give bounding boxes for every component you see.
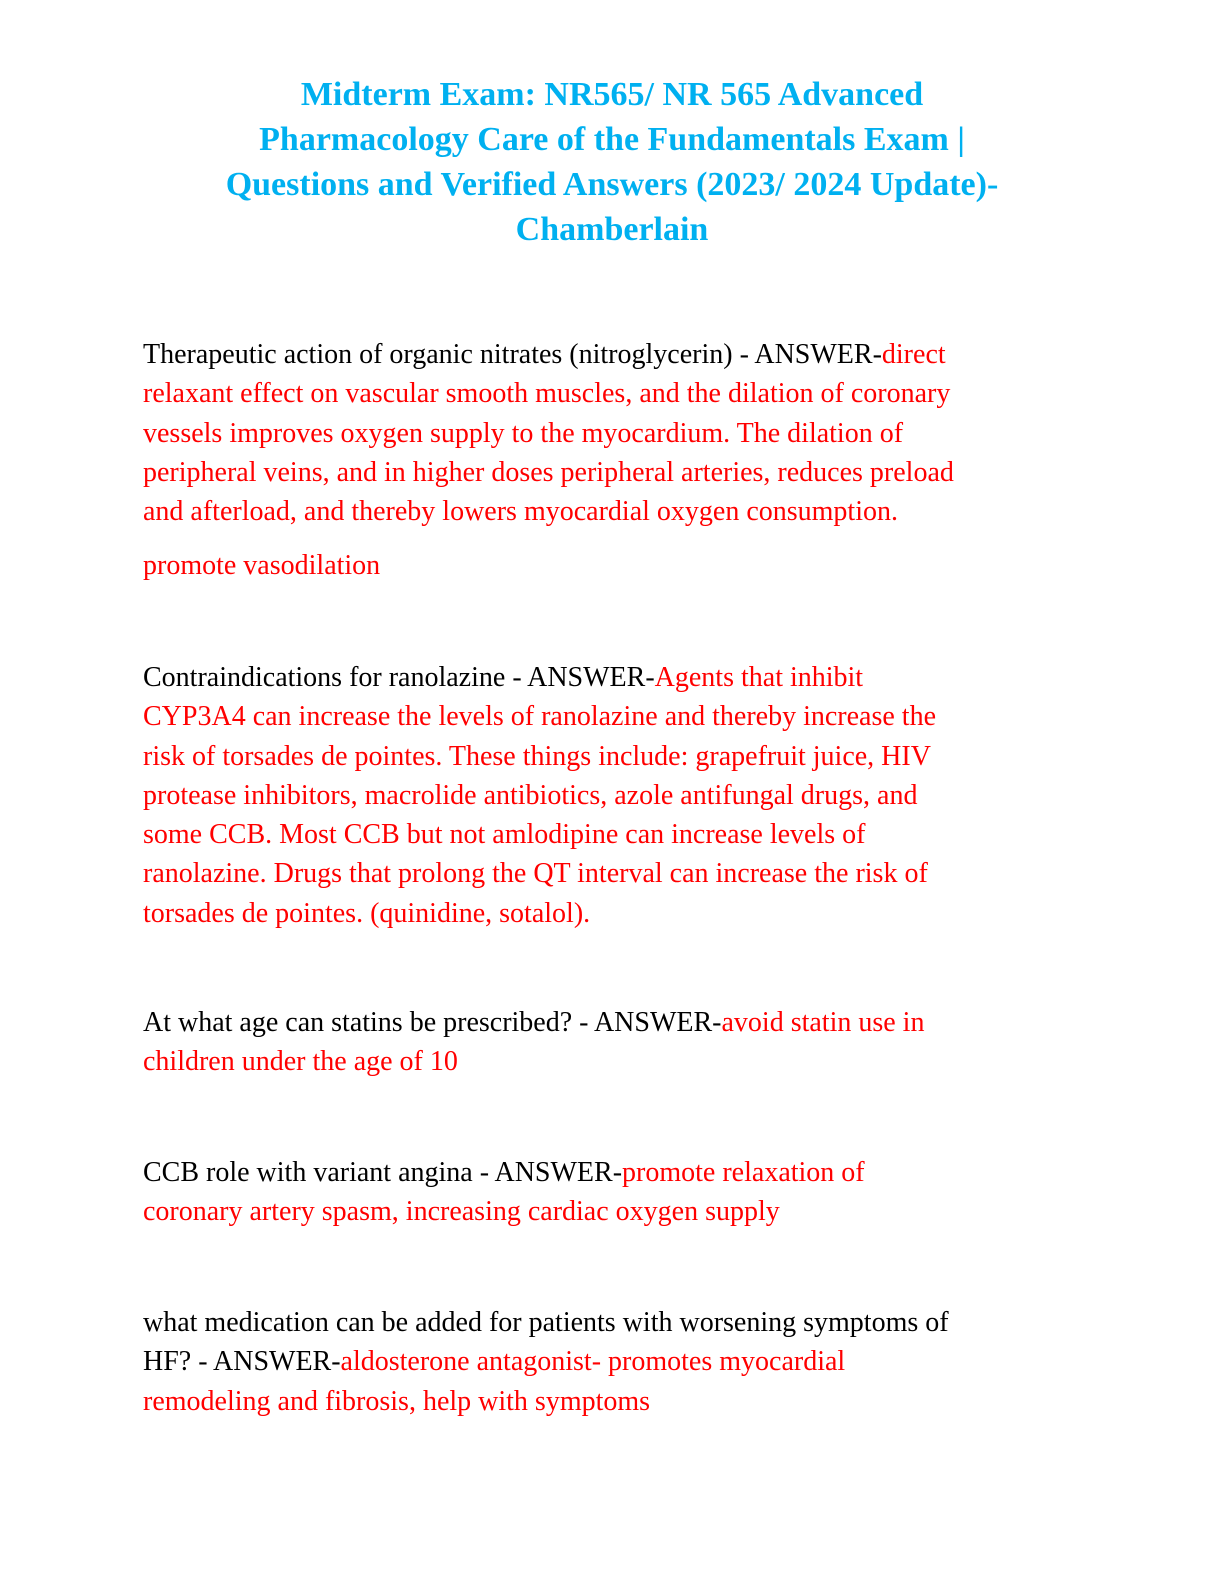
answer-line: vessels improves oxygen supply to the myocardium. The dilation of xyxy=(143,417,904,449)
answer-line: children under the age of 10 xyxy=(143,1046,458,1078)
title-line: Pharmacology Care of the Fundamentals Exam | xyxy=(259,121,965,158)
question-line: what medication can be added for patients with worsening symptoms of xyxy=(143,1307,949,1338)
qa-first-line xyxy=(143,1153,1083,1192)
document-title xyxy=(120,72,1104,252)
answer-text: aldosterone antagonist- promotes myocardial xyxy=(340,1346,846,1378)
answer-line: torsades de pointes. (quinidine, sotalol). xyxy=(143,897,591,929)
answer-line: remodeling and fibrosis, help with symptoms xyxy=(143,1385,651,1417)
qa-first-line xyxy=(143,1003,1083,1042)
answer-text: avoid statin use in xyxy=(721,1007,925,1038)
answer-line: protease inhibitors, macrolide antibiotics, azole antifungal drugs, and xyxy=(143,779,918,811)
question-text: CCB role with variant angina - ANSWER- xyxy=(143,1157,623,1188)
answer-line: ranolazine. Drugs that prolong the QT interval can increase the risk of xyxy=(143,858,928,890)
answer-text: promote relaxation of xyxy=(622,1157,865,1188)
answer-text: Agents that inhibit xyxy=(654,662,864,693)
qa-item-hf-medication xyxy=(143,1303,1083,1421)
answer-text: direct xyxy=(881,339,946,370)
qa-first-line xyxy=(143,658,1083,697)
qa-item-statins xyxy=(143,1003,1083,1082)
question-text: HF? - ANSWER- xyxy=(143,1346,341,1378)
qa-first-line xyxy=(143,335,1083,374)
qa-item-nitrates xyxy=(143,335,1083,531)
answer-line: peripheral veins, and in higher doses peripheral arteries, reduces preload xyxy=(143,456,954,488)
qa-item-ranolazine xyxy=(143,658,1083,933)
answer-line: and afterload, and thereby lowers myocardial oxygen consumption. xyxy=(143,496,898,528)
answer-line: relaxant effect on vascular smooth muscles, and the dilation of coronary xyxy=(143,378,951,410)
qa-item-ccb-variant-angina xyxy=(143,1153,1083,1232)
answer-line: risk of torsades de pointes. These things include: grapefruit juice, HIV xyxy=(143,740,931,772)
title-line: Questions and Verified Answers (2023/ 2024 Update)- xyxy=(225,166,999,203)
question-text: Contraindications for ranolazine - ANSWER- xyxy=(143,662,655,693)
answer-line: CYP3A4 can increase the levels of ranolazine and thereby increase the xyxy=(143,701,936,733)
question-text: Therapeutic action of organic nitrates (nitroglycerin) - ANSWER- xyxy=(143,339,882,370)
qa-second-line xyxy=(143,1342,1083,1381)
answer-extra-note: promote vasodilation xyxy=(143,550,381,581)
title-line: Midterm Exam: NR565/ NR 565 Advanced xyxy=(300,76,924,113)
answer-line: coronary artery spasm, increasing cardiac oxygen supply xyxy=(143,1196,780,1228)
question-text: At what age can statins be prescribed? - ANSWER- xyxy=(143,1007,722,1038)
title-line: Chamberlain xyxy=(515,211,709,248)
answer-line: some CCB. Most CCB but not amlodipine can increase levels of xyxy=(143,819,866,851)
